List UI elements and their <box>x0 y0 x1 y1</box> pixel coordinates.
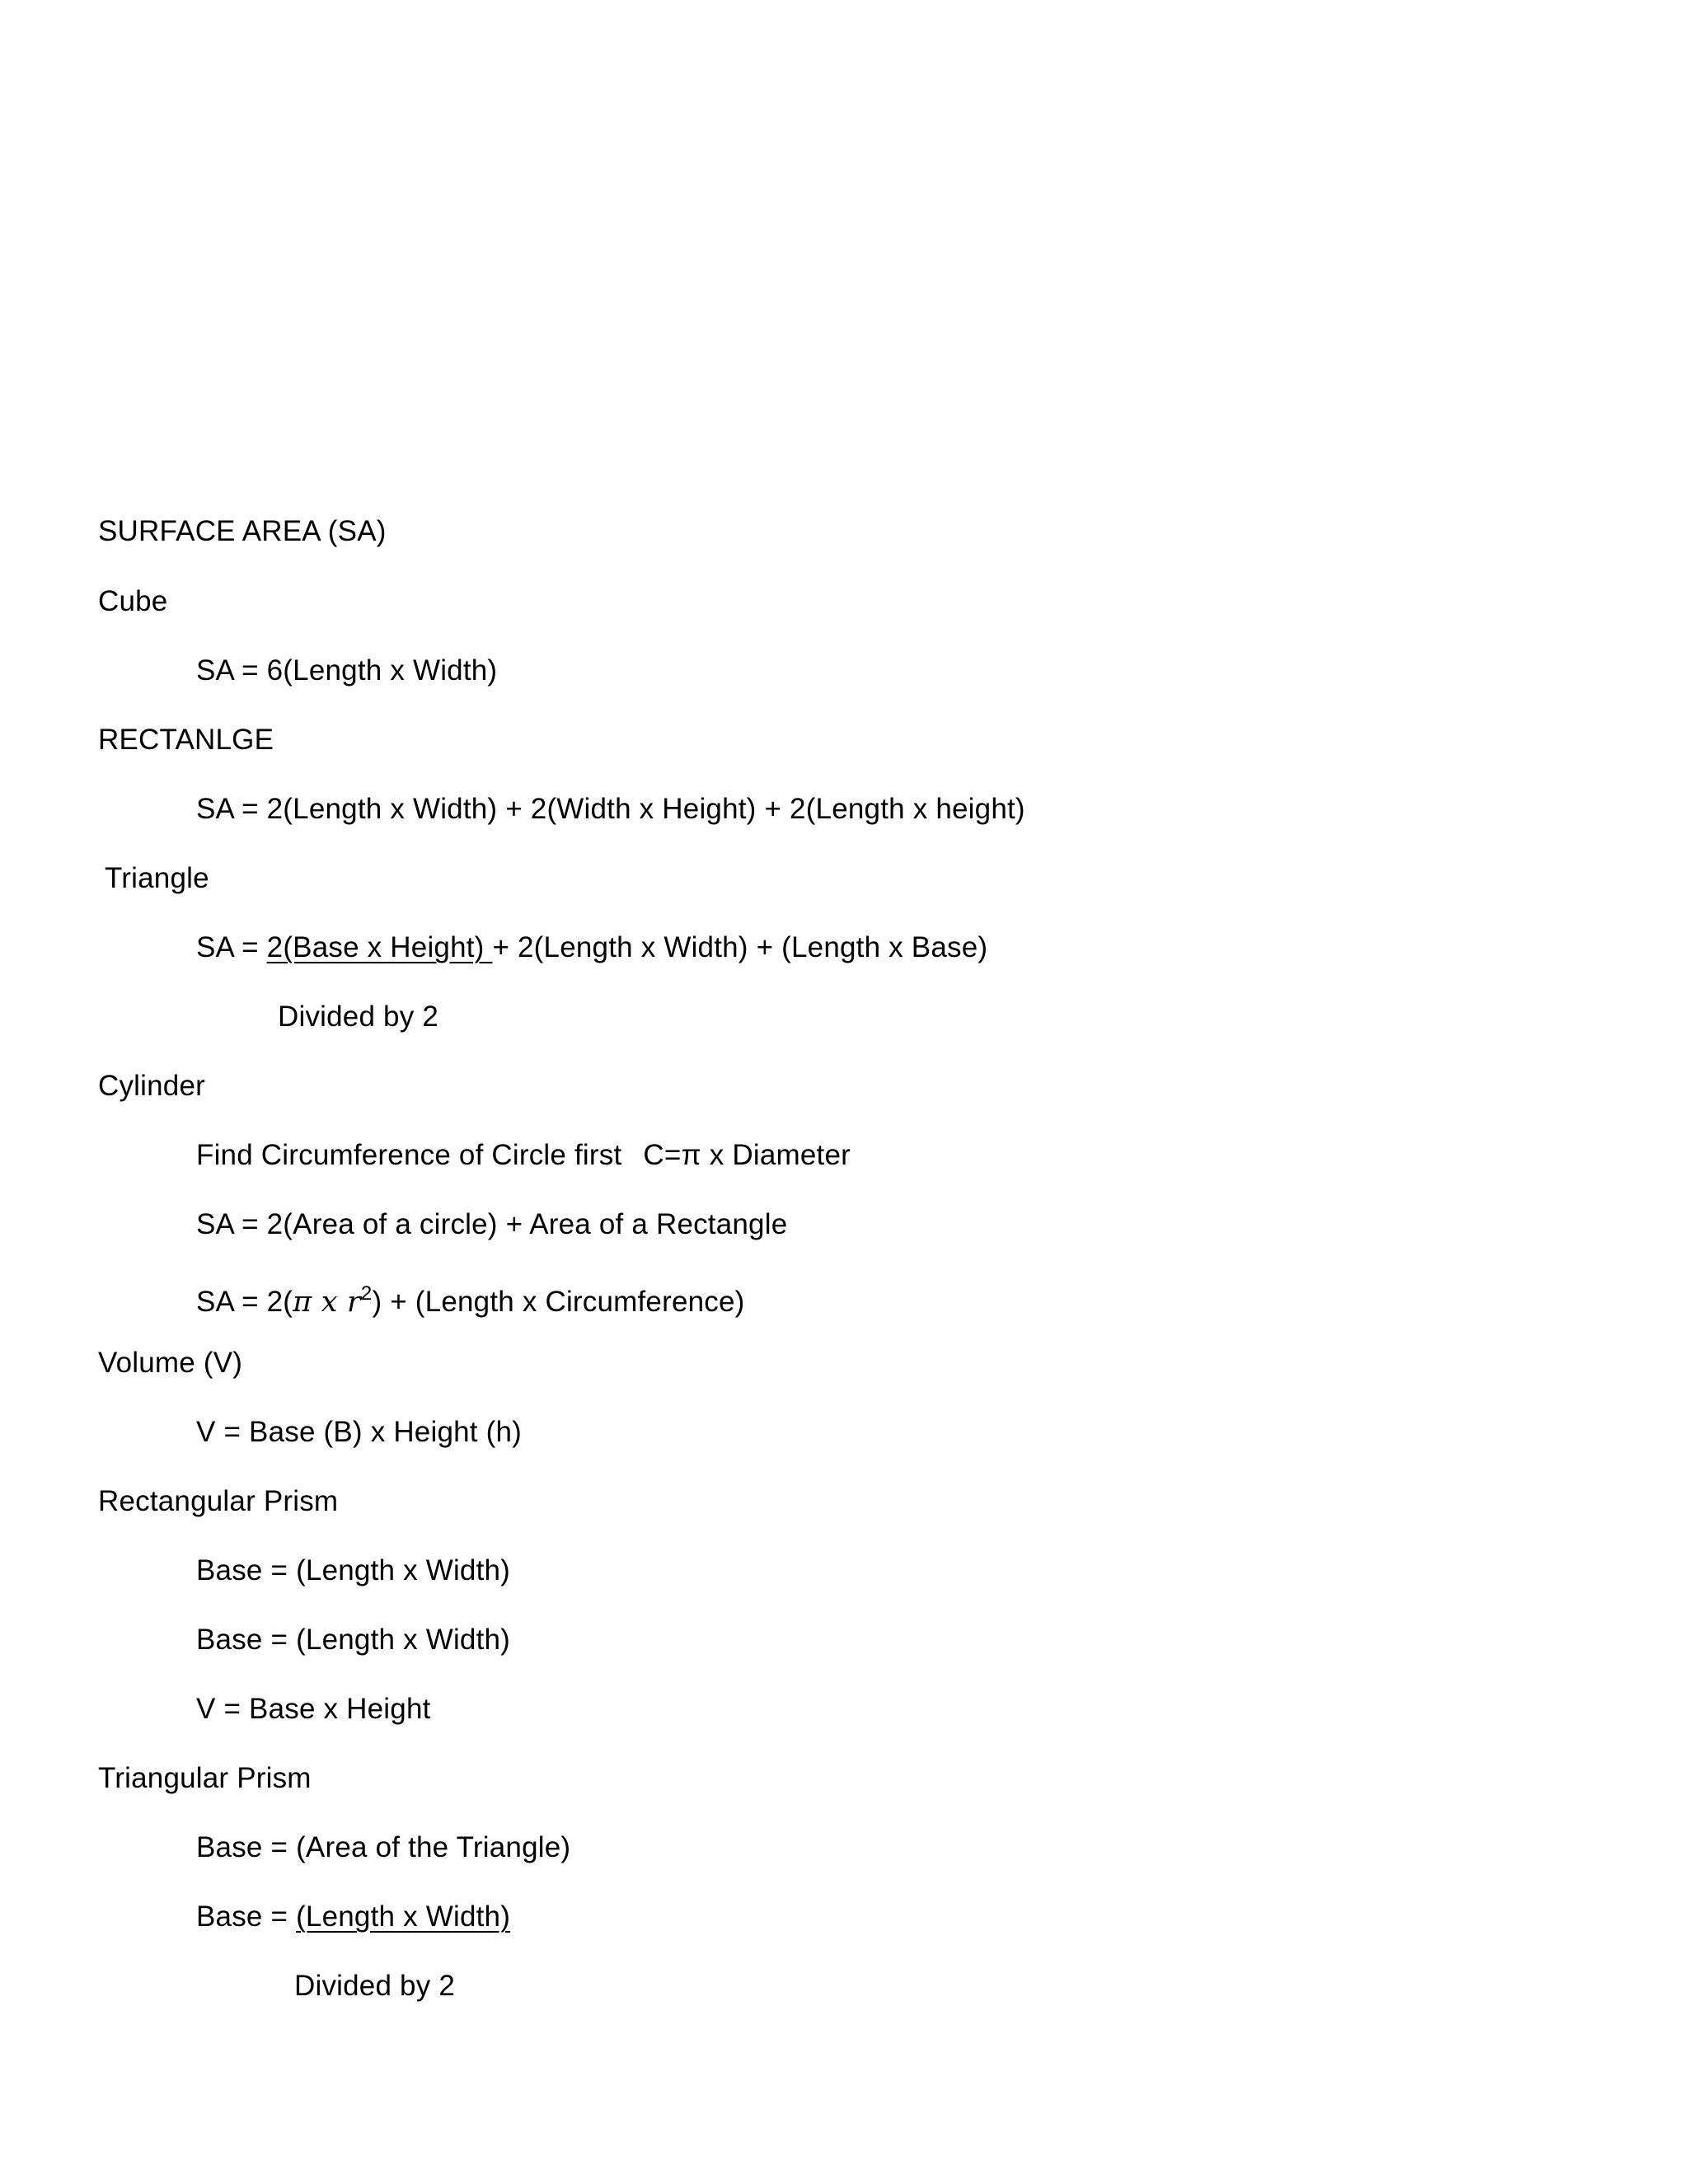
tri-prism-base2-prefix: Base = <box>196 1900 297 1933</box>
heading-rectangle: RECTANLGE <box>98 724 274 756</box>
tri-prism-base-2 <box>196 1899 510 1935</box>
formula-triangle-underlined: 2(Base x Height) <box>266 931 493 963</box>
cylinder-step-sa-general: SA = 2(Area of a circle) + Area of a Rectangle <box>196 1208 788 1240</box>
rect-prism-base-1: Base = (Length x Width) <box>196 1554 511 1586</box>
formula-triangle-sa <box>196 930 987 966</box>
formula-triangle-prefix: SA = <box>196 931 267 963</box>
formula-cube-sa: SA = 6(Length x Width) <box>196 654 498 687</box>
heading-triangular-prism: Triangular Prism <box>98 1762 312 1794</box>
heading-triangle: Triangle <box>105 862 209 894</box>
triangle-divided-by-two: Divided by 2 <box>278 1001 439 1033</box>
cylinder-step3-suffix: ) + (Length x Circumference) <box>372 1286 745 1318</box>
formula-triangle-suffix: + 2(Length x Width) + (Length x Base) <box>492 931 988 963</box>
cylinder-step-sa-formula <box>196 1276 745 1320</box>
cylinder-step3-exponent: 2 <box>360 1282 373 1305</box>
cylinder-step3-prefix: SA = 2( <box>196 1286 293 1318</box>
tri-prism-base-1: Base = (Area of the Triangle) <box>196 1831 571 1863</box>
heading-cylinder: Cylinder <box>98 1070 205 1102</box>
cylinder-step1-text: Find Circumference of Circle first <box>196 1139 622 1171</box>
tri-prism-base2-underlined: (Length x Width) <box>296 1900 511 1933</box>
heading-surface-area: SURFACE AREA (SA) <box>98 515 387 547</box>
tri-prism-divided-by-two: Divided by 2 <box>294 1970 456 2002</box>
heading-volume: Volume (V) <box>98 1347 243 1379</box>
formula-volume: V = Base (B) x Height (h) <box>196 1416 523 1448</box>
cylinder-step-circumference <box>196 1137 851 1174</box>
formula-rectangle-sa: SA = 2(Length x Width) + 2(Width x Height) + 2(Length x height) <box>196 793 1025 825</box>
cylinder-step3-math: π x r <box>293 1286 361 1319</box>
rect-prism-volume: V = Base x Height <box>196 1693 431 1725</box>
heading-cube: Cube <box>98 585 168 617</box>
rect-prism-base-2: Base = (Length x Width) <box>196 1624 511 1656</box>
cylinder-step1-formula: C=π x Diameter <box>643 1139 851 1171</box>
heading-rectangular-prism: Rectangular Prism <box>98 1485 339 1517</box>
